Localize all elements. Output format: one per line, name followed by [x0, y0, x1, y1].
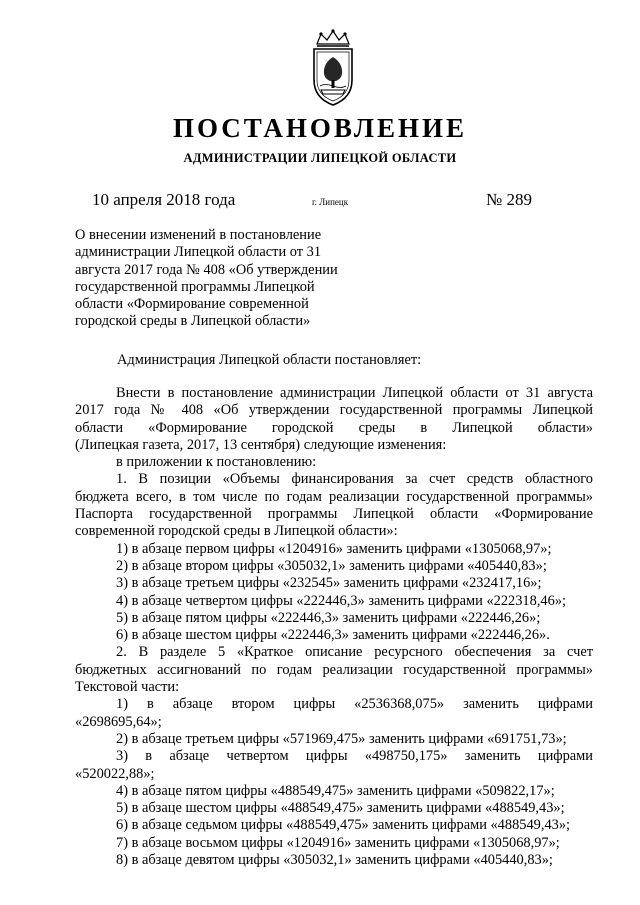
- body-line: 1) в абзаце первом цифры «1204916» заменить цифрами «1305068,97»;: [116, 540, 552, 557]
- caption-line: О внесении изменений в постановление: [75, 227, 322, 243]
- document-caption: [75, 227, 405, 331]
- body-line: 1) в абзаце втором цифры «2536368,075» заменить цифрами: [116, 696, 593, 713]
- body-line: бюджета всего, в том числе по годам реализации государственной программы»: [75, 488, 593, 505]
- body-line: бюджетных ассигнований по годам реализации государственной программы»: [75, 661, 593, 678]
- body-line: «2698695,64»;: [75, 713, 162, 730]
- body-line: 3) в абзаце четвертом цифры «498750,175» заменить цифрами: [116, 748, 593, 765]
- body-line: Паспорта государственной программы Липецкой области «Формирование: [75, 506, 593, 523]
- body-line: 2017 года № 408 «Об утверждении государственной программы Липецкой: [75, 402, 593, 419]
- body-line: 2) в абзаце третьем цифры «571969,475» заменить цифрами «691751,73»;: [116, 730, 567, 747]
- caption-line: городской среды в Липецкой области»: [75, 313, 311, 330]
- body-line: 1. В позиции «Объемы финансирования за счет средств областного: [116, 471, 593, 488]
- body-line: 6) в абзаце шестом цифры «222446,3» заменить цифрами «222446,26».: [116, 627, 550, 644]
- caption-line: области «Формирование современной: [75, 296, 309, 313]
- body-line: 6) в абзаце седьмом цифры «488549,475» заменить цифрами «488549,43»;: [116, 817, 571, 834]
- document-title: ПОСТАНОВЛЕНИЕ: [172, 113, 468, 143]
- body-line: 5) в абзаце шестом цифры «488549,475» заменить цифрами «488549,43»;: [116, 800, 565, 817]
- body-line: в приложении к постановлению:: [116, 454, 317, 471]
- document-number: № 289: [486, 190, 532, 209]
- body-line: 7) в абзаце восьмом цифры «1204916» заменить цифрами «1305068,97»;: [116, 834, 560, 851]
- body-line: 3) в абзаце третьем цифры «232545» заменить цифрами «232417,16»;: [116, 575, 542, 592]
- issuing-authority: АДМИНИСТРАЦИИ ЛИПЕЦКОЙ ОБЛАСТИ: [183, 151, 457, 165]
- body-line: 2. В разделе 5 «Краткое описание ресурсного обеспечения за счет: [116, 644, 593, 661]
- body-line: Текстовой части:: [75, 679, 180, 696]
- document-city: г. Липецк: [312, 197, 349, 207]
- body-line: 8) в абзаце девятом цифры «305032,1» заменить цифрами «405440,83»;: [116, 852, 553, 869]
- body-line: 4) в абзаце четвертом цифры «222446,3» заменить цифрами «222318,46»;: [116, 592, 567, 609]
- body-line: современной городской среды в Липецкой области»:: [75, 523, 398, 540]
- body-line: (Липецкая газета, 2017, 13 сентября) следующие изменения:: [75, 436, 447, 453]
- body-line: 5) в абзаце пятом цифры «222446,3» заменить цифрами «222446,26»;: [116, 609, 541, 626]
- caption-line: августа 2017 года № 408 «Об утверждении: [75, 261, 338, 278]
- body-line: 2) в абзаце втором цифры «305032,1» заменить цифрами «405440,83»;: [116, 557, 547, 574]
- body-line: 4) в абзаце пятом цифры «488549,475» заменить цифрами «509822,17»;: [116, 782, 555, 799]
- body-line: «520022,88»;: [75, 765, 155, 782]
- coat-of-arms-emblem: [303, 28, 363, 108]
- caption-line: государственной программы Липецкой: [75, 278, 315, 295]
- body-line: области «Формирование городской среды в Липецкой области»: [75, 419, 593, 436]
- caption-line: администрации Липецкой области от 31: [75, 244, 322, 261]
- document-body: [75, 385, 593, 869]
- document-date: 10 апреля 2018 года: [92, 190, 236, 209]
- body-line: Внести в постановление администрации Липецкой области от 31 августа: [116, 385, 593, 401]
- decree-statement: Администрация Липецкой области постановляет:: [117, 352, 422, 368]
